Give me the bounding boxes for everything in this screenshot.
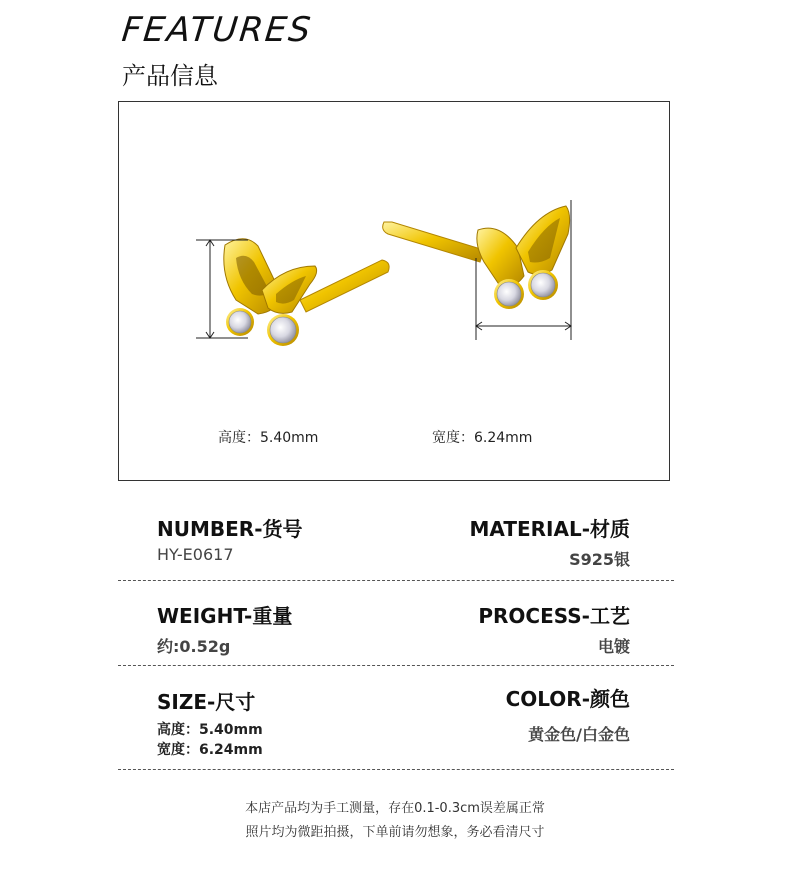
photo-height-label: 高度：5.40mm: [218, 430, 319, 446]
weight-heading: WEIGHT-重量: [157, 604, 293, 628]
size-width-value: 宽度：6.24mm: [157, 742, 263, 758]
left-earring: [224, 239, 389, 346]
divider: [118, 580, 674, 581]
weight-value: 约:0.52g: [157, 637, 231, 656]
number-heading: NUMBER-货号: [157, 517, 303, 541]
color-heading: COLOR-颜色: [505, 687, 630, 711]
color-value: 黄金色/白金色: [528, 725, 630, 744]
divider: [118, 769, 674, 770]
title-features: FEATURES: [119, 10, 315, 50]
material-value: S925银: [569, 550, 630, 569]
process-heading: PROCESS-工艺: [478, 604, 630, 628]
size-height-value: 高度：5.40mm: [157, 722, 263, 738]
process-value: 电镀: [597, 637, 630, 656]
number-value: HY-E0617: [157, 545, 234, 564]
size-heading: SIZE-尺寸: [157, 690, 256, 714]
divider: [118, 665, 674, 666]
material-heading: MATERIAL-材质: [469, 517, 630, 541]
footer-note-photo: 照片均为微距拍摄，下单前请勿想象，务必看清尺寸: [245, 825, 545, 840]
footer-note-measurement: 本店产品均为手工测量，存在0.1-0.3cm误差属正常: [245, 801, 545, 816]
title-product-info: 产品信息: [122, 62, 218, 90]
photo-width-label: 宽度：6.24mm: [432, 430, 533, 446]
